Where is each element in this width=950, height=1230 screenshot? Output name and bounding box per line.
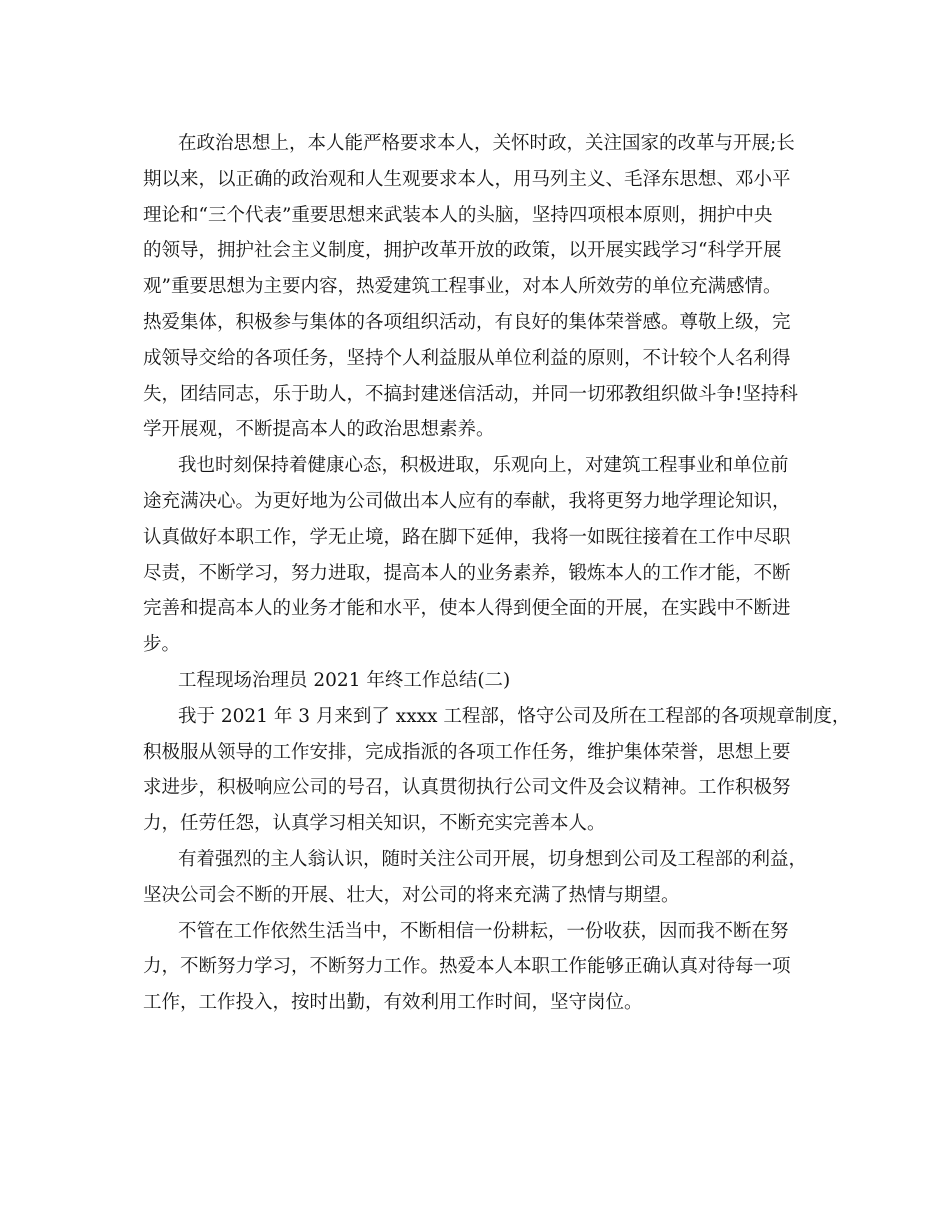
paragraph-line: 积极服从领导的工作安排，完成指派的各项工作任务，维护集体荣誉，思想上要	[143, 741, 791, 763]
paragraph-line: 理论和“三个代表”重要思想来武装本人的头脑，坚持四项根本原则，拥护中央	[143, 204, 773, 226]
paragraph-line: 尽责，不断学习，努力进取，提高本人的业务素养，锻炼本人的工作才能，不断	[143, 562, 791, 584]
paragraph-line: 不管在工作依然生活当中，不断相信一份耕耘，一份收获，因而我不断在努	[178, 920, 789, 942]
paragraph-line: 力，任劳任怨，认真学习相关知识，不断充实完善本人。	[143, 813, 606, 835]
paragraph-line: 求进步，积极响应公司的号召，认真贯彻执行公司文件及会议精神。工作积极努	[143, 777, 791, 799]
document-body	[143, 126, 851, 1021]
paragraph-line: 力，不断努力学习，不断努力工作。热爱本人本职工作能够正确认真对待每一项	[143, 956, 791, 978]
paragraph-line: 在政治思想上，本人能严格要求本人，关怀时政，关注国家的改革与开展;长	[178, 133, 795, 154]
paragraph-line: 工作，工作投入，按时出勤，有效利用工作时间，坚守岗位。	[143, 992, 643, 1014]
paragraph-line: 期以来，以正确的政治观和人生观要求本人，用马列主义、毛泽东思想、邓小平	[143, 168, 791, 190]
paragraph-line: 步。	[143, 634, 181, 656]
paragraph-line: 失，团结同志，乐于助人，不搞封建迷信活动，并同一切邪教组织做斗争!坚持科	[143, 383, 798, 405]
paragraph-line: 热爱集体，积极参与集体的各项组织活动，有良好的集体荣誉感。尊敬上级，完	[143, 311, 791, 333]
paragraph-line: 我也时刻保持着健康心态，积极进取，乐观向上，对建筑工程事业和单位前	[178, 455, 789, 477]
paragraph-line: 学开展观，不断提高本人的政治思想素养。	[143, 419, 495, 441]
section-heading: 工程现场治理员 2021 年终工作总结(二)	[178, 669, 511, 691]
paragraph-line: 有着强烈的主人翁认识，随时关注公司开展，切身想到公司及工程部的利益，	[178, 848, 808, 870]
paragraph-line: 的领导，拥护社会主义制度，拥护改革开放的政策，以开展实践学习“科学开展	[143, 240, 782, 262]
paragraph-line: 途充满决心。为更好地为公司做出本人应有的奉献，我将更努力地学理论知识，	[143, 490, 791, 512]
paragraph-line: 认真做好本职工作，学无止境，路在脚下延伸，我将一如既往接着在工作中尽职	[143, 526, 791, 548]
paragraph-line: 成领导交给的各项任务，坚持个人利益服从单位利益的原则，不计较个人名利得	[143, 347, 791, 369]
paragraph-line: 观”重要思想为主要内容，热爱建筑工程事业，对本人所效劳的单位充满感情。	[143, 276, 782, 298]
paragraph-line: 我于 2021 年 3 月来到了 xxxx 工程部，恪守公司及所在工程部的各项规章制度，	[178, 705, 851, 727]
paragraph-line: 完善和提高本人的业务才能和水平，使本人得到便全面的开展，在实践中不断进	[143, 598, 791, 620]
paragraph-line: 坚决公司会不断的开展、壮大，对公司的将来充满了热情与期望。	[143, 884, 680, 906]
